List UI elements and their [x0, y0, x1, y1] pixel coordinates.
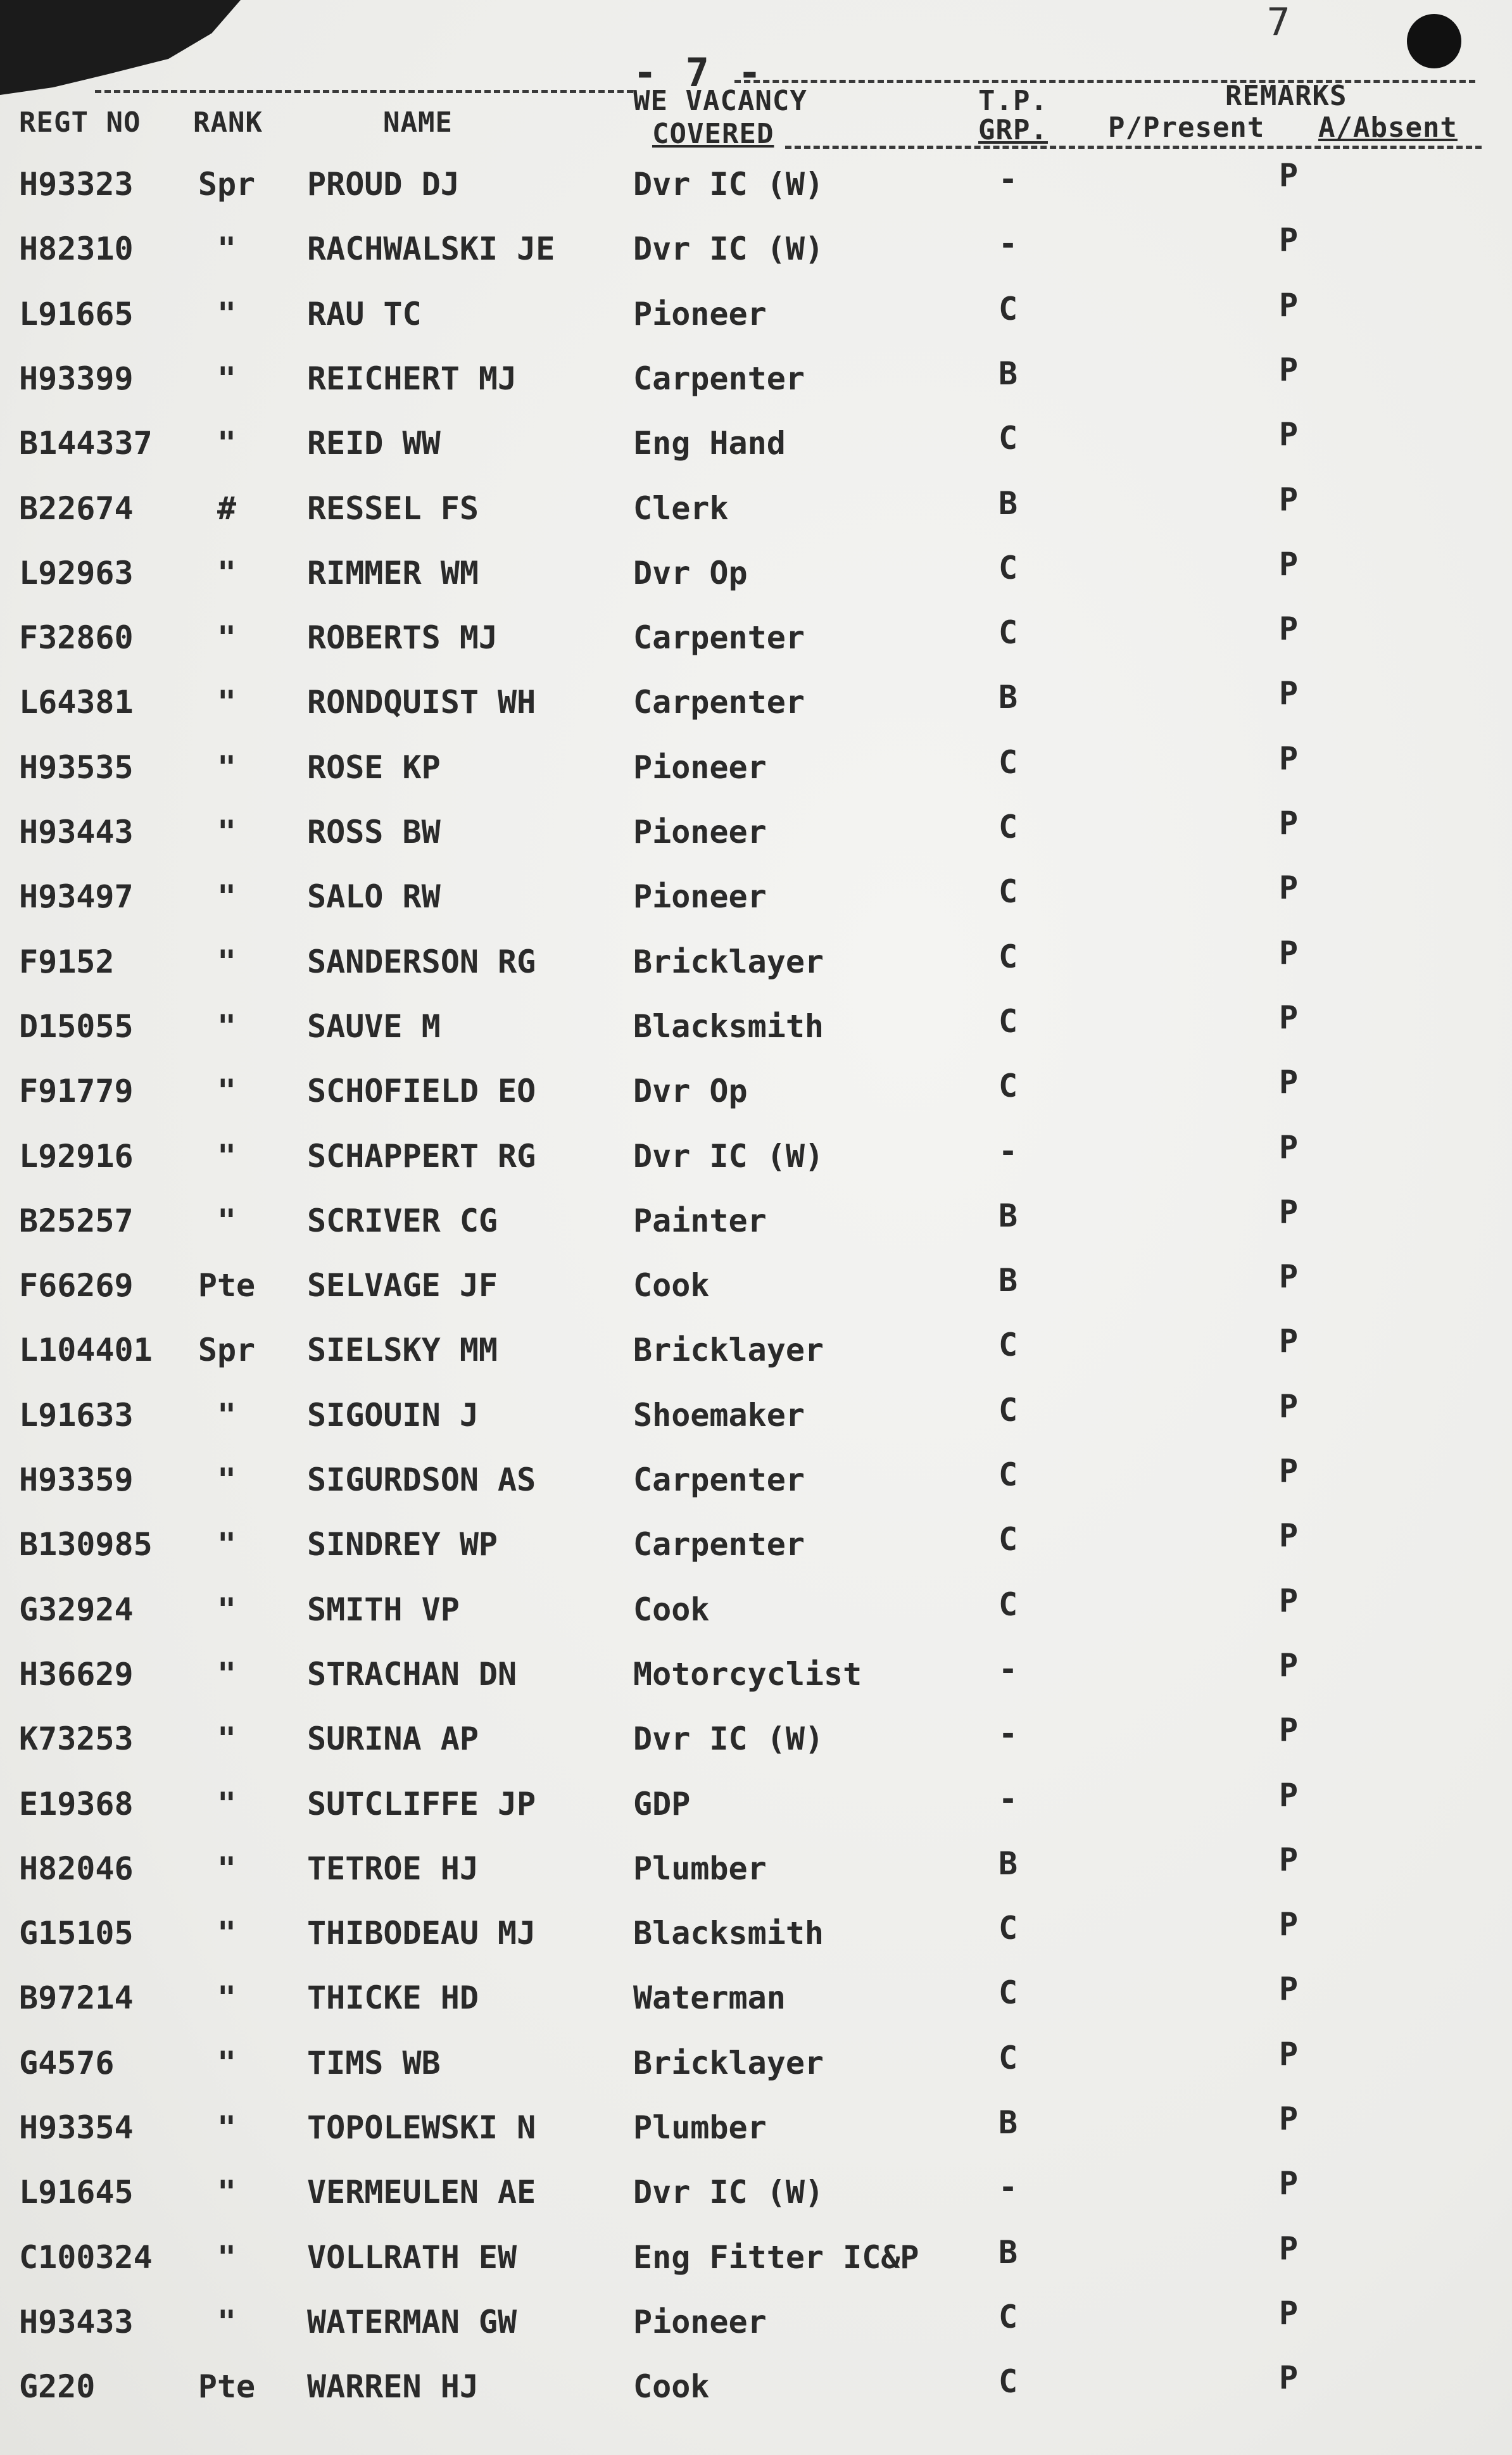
regt-no-cell: H36629	[19, 1656, 134, 1693]
remark-cell: P	[1278, 1647, 1299, 1684]
table-row	[0, 2100, 1512, 2170]
rank-cell: "	[217, 1073, 237, 1109]
name-cell: SIGOUIN J	[307, 1397, 479, 1434]
table-row	[0, 1582, 1512, 1652]
remark-cell: P	[1278, 2036, 1299, 2073]
name-cell: VERMEULEN AE	[307, 2174, 536, 2211]
vacancy-cell: Pioneer	[633, 749, 767, 786]
vacancy-cell: Dvr IC (W)	[633, 1720, 824, 1757]
table-row	[0, 1129, 1512, 1199]
regt-no-cell: L91665	[19, 296, 134, 332]
header-covered: COVERED	[652, 118, 774, 150]
vacancy-cell: Pioneer	[633, 2304, 767, 2340]
remark-cell: P	[1278, 740, 1299, 777]
vacancy-cell: Cook	[633, 2368, 710, 2405]
remark-cell: P	[1278, 805, 1299, 842]
vacancy-cell: Carpenter	[633, 1461, 805, 1498]
table-row	[0, 1453, 1512, 1522]
table-row	[0, 999, 1512, 1069]
tp-group-cell: C	[998, 1003, 1018, 1040]
tp-group-cell: C	[998, 1327, 1018, 1363]
tp-group-cell: -	[998, 1715, 1018, 1752]
tp-group-cell: C	[998, 2299, 1018, 2335]
name-cell: SURINA AP	[307, 1720, 479, 1757]
rank-cell: "	[217, 619, 237, 656]
tp-group-cell: C	[998, 291, 1018, 327]
name-cell: SAUVE M	[307, 1008, 441, 1045]
vacancy-cell: Plumber	[633, 1850, 767, 1887]
regt-no-cell: L64381	[19, 684, 134, 721]
remark-cell: P	[1278, 675, 1299, 712]
header-name: NAME	[383, 106, 453, 139]
tp-group-cell: C	[998, 2040, 1018, 2076]
remark-cell: P	[1278, 416, 1299, 453]
tp-group-cell: B	[998, 1845, 1018, 1882]
rank-cell: "	[217, 1591, 237, 1628]
table-row	[0, 740, 1512, 810]
tp-group-cell: C	[998, 1068, 1018, 1104]
table-row	[0, 351, 1512, 421]
header-rank: RANK	[193, 106, 263, 139]
regt-no-cell: B22674	[19, 490, 134, 527]
remark-cell: P	[1278, 1129, 1299, 1166]
regt-no-cell: F91779	[19, 1073, 134, 1109]
regt-no-cell: H93359	[19, 1461, 134, 1498]
table-row	[0, 1194, 1512, 1263]
vacancy-cell: Eng Fitter IC&P	[633, 2239, 919, 2276]
tp-group-cell: C	[998, 1521, 1018, 1558]
vacancy-cell: Motorcyclist	[633, 1656, 862, 1693]
rank-cell: "	[217, 1526, 237, 1563]
vacancy-cell: Carpenter	[633, 619, 805, 656]
name-cell: SALO RW	[307, 878, 441, 915]
vacancy-cell: Dvr Op	[633, 555, 748, 591]
remark-cell: P	[1278, 1258, 1299, 1295]
rank-cell: "	[217, 1786, 237, 1822]
name-cell: TOPOLEWSKI N	[307, 2109, 536, 2146]
tp-group-cell: C	[998, 1392, 1018, 1429]
name-cell: SCHOFIELD EO	[307, 1073, 536, 1109]
regt-no-cell: H93497	[19, 878, 134, 915]
regt-no-cell: B97214	[19, 1979, 134, 2016]
rank-cell: "	[217, 230, 237, 267]
name-cell: THICKE HD	[307, 1979, 479, 2016]
name-cell: SMITH VP	[307, 1591, 460, 1628]
tp-group-cell: C	[998, 744, 1018, 781]
name-cell: VOLLRATH EW	[307, 2239, 517, 2276]
table-row	[0, 287, 1512, 357]
regt-no-cell: H93323	[19, 166, 134, 203]
vacancy-cell: Dvr IC (W)	[633, 2174, 824, 2211]
remark-cell: P	[1278, 1064, 1299, 1101]
vacancy-cell: Waterman	[633, 1979, 786, 2016]
name-cell: WARREN HJ	[307, 2368, 479, 2405]
rank-cell: "	[217, 878, 237, 915]
rank-cell: Spr	[198, 166, 256, 203]
vacancy-cell: Pioneer	[633, 878, 767, 915]
regt-no-cell: G15105	[19, 1915, 134, 1952]
name-cell: SINDREY WP	[307, 1526, 498, 1563]
header-present: P/Present	[1108, 111, 1265, 144]
remark-cell: P	[1278, 1971, 1299, 2007]
regt-no-cell: B144337	[19, 425, 153, 462]
vacancy-cell: Dvr IC (W)	[633, 166, 824, 203]
header-regt-no: REGT NO	[19, 106, 141, 139]
name-cell: RIMMER WM	[307, 555, 479, 591]
remark-cell: P	[1278, 1517, 1299, 1554]
rank-cell: "	[217, 2304, 237, 2340]
table-row	[0, 481, 1512, 551]
table-row	[0, 935, 1512, 1004]
rank-cell: Spr	[198, 1332, 256, 1368]
tp-group-cell: B	[998, 2104, 1018, 2141]
tp-group-cell: B	[998, 1197, 1018, 1234]
tp-group-cell: C	[998, 809, 1018, 845]
rank-cell: "	[217, 555, 237, 591]
tp-group-cell: B	[998, 1262, 1018, 1299]
name-cell: ROBERTS MJ	[307, 619, 498, 656]
rank-cell: Pte	[198, 2368, 256, 2405]
name-cell: TIMS WB	[307, 2045, 441, 2081]
tp-group-cell: B	[998, 355, 1018, 392]
table-row	[0, 1777, 1512, 1846]
punch-hole	[1407, 14, 1461, 68]
table-row	[0, 1388, 1512, 1458]
vacancy-cell: Bricklayer	[633, 944, 824, 980]
tp-group-cell: -	[998, 2169, 1018, 2206]
regt-no-cell: L104401	[19, 1332, 153, 1368]
tp-group-cell: C	[998, 1586, 1018, 1623]
vacancy-cell: Dvr IC (W)	[633, 230, 824, 267]
tp-group-cell: C	[998, 550, 1018, 586]
vacancy-cell: Cook	[633, 1267, 710, 1304]
name-cell: SIGURDSON AS	[307, 1461, 536, 1498]
tp-group-cell: C	[998, 2363, 1018, 2400]
tp-group-cell: -	[998, 1133, 1018, 1170]
rank-cell: "	[217, 944, 237, 980]
regt-no-cell: E19368	[19, 1786, 134, 1822]
table-row	[0, 2036, 1512, 2105]
table-row	[0, 1258, 1512, 1328]
remark-cell: P	[1278, 1582, 1299, 1619]
remark-cell: P	[1278, 1712, 1299, 1748]
name-cell: TETROE HJ	[307, 1850, 479, 1887]
tp-group-cell: C	[998, 1910, 1018, 1947]
tp-group-cell: B	[998, 679, 1018, 716]
remark-cell: P	[1278, 1777, 1299, 1814]
remark-cell: P	[1278, 287, 1299, 324]
rank-cell: "	[217, 425, 237, 462]
header-remarks: REMARKS	[1225, 80, 1347, 112]
rank-cell: "	[217, 1656, 237, 1693]
tp-group-cell: B	[998, 485, 1018, 522]
regt-no-cell: B25257	[19, 1202, 134, 1239]
name-cell: RONDQUIST WH	[307, 684, 536, 721]
table-row	[0, 1971, 1512, 2040]
table-row	[0, 1323, 1512, 1392]
name-cell: REICHERT MJ	[307, 360, 517, 397]
remark-cell: P	[1278, 610, 1299, 647]
remark-cell: P	[1278, 2230, 1299, 2267]
vacancy-cell: Bricklayer	[633, 2045, 824, 2081]
remark-cell: P	[1278, 999, 1299, 1036]
remark-cell: P	[1278, 2359, 1299, 2396]
tp-group-cell: C	[998, 420, 1018, 457]
table-row	[0, 1712, 1512, 1781]
name-cell: SCHAPPERT RG	[307, 1138, 536, 1175]
name-cell: REID WW	[307, 425, 441, 462]
regt-no-cell: L91633	[19, 1397, 134, 1434]
regt-no-cell: H93443	[19, 814, 134, 850]
tp-group-cell: C	[998, 1974, 1018, 2011]
header-rule-bottom	[785, 146, 1482, 149]
vacancy-cell: Blacksmith	[633, 1915, 824, 1952]
table-row	[0, 157, 1512, 227]
rank-cell: "	[217, 749, 237, 786]
header-tp: T.P.	[978, 85, 1048, 117]
rank-cell: Pte	[198, 1267, 256, 1304]
rank-cell: "	[217, 1915, 237, 1952]
torn-corner	[0, 0, 241, 95]
rank-cell: "	[217, 1850, 237, 1887]
tp-group-cell: -	[998, 161, 1018, 198]
remark-cell: P	[1278, 1453, 1299, 1489]
rank-cell: "	[217, 1461, 237, 1498]
regt-no-cell: L91645	[19, 2174, 134, 2211]
regt-no-cell: K73253	[19, 1720, 134, 1757]
regt-no-cell: D15055	[19, 1008, 134, 1045]
regt-no-cell: G4576	[19, 2045, 115, 2081]
table-row	[0, 1841, 1512, 1911]
table-row	[0, 2359, 1512, 2429]
name-cell: STRACHAN DN	[307, 1656, 517, 1693]
remark-cell: P	[1278, 1388, 1299, 1425]
remark-cell: P	[1278, 222, 1299, 258]
regt-no-cell: H93399	[19, 360, 134, 397]
rank-cell: "	[217, 296, 237, 332]
regt-no-cell: G220	[19, 2368, 96, 2405]
tp-group-cell: C	[998, 873, 1018, 910]
table-row	[0, 610, 1512, 680]
vacancy-cell: Plumber	[633, 2109, 767, 2146]
rank-cell: "	[217, 1202, 237, 1239]
vacancy-cell: Blacksmith	[633, 1008, 824, 1045]
table-row	[0, 1647, 1512, 1717]
tp-group-cell: -	[998, 225, 1018, 262]
name-cell: RESSEL FS	[307, 490, 479, 527]
table-row	[0, 805, 1512, 874]
vacancy-cell: Painter	[633, 1202, 767, 1239]
name-cell: ROSS BW	[307, 814, 441, 850]
remark-cell: P	[1278, 546, 1299, 583]
rank-cell: "	[217, 1720, 237, 1757]
remark-cell: P	[1278, 2165, 1299, 2202]
name-cell: RAU TC	[307, 296, 422, 332]
table-row	[0, 546, 1512, 615]
vacancy-cell: Pioneer	[633, 814, 767, 850]
table-row	[0, 1064, 1512, 1133]
vacancy-cell: Dvr Op	[633, 1073, 748, 1109]
regt-no-cell: B130985	[19, 1526, 153, 1563]
regt-no-cell: F66269	[19, 1267, 134, 1304]
vacancy-cell: Clerk	[633, 490, 729, 527]
remark-cell: P	[1278, 1194, 1299, 1230]
page-number: - 7 -	[633, 49, 764, 96]
name-cell: SCRIVER CG	[307, 1202, 498, 1239]
rank-cell: "	[217, 2174, 237, 2211]
rank-cell: "	[217, 1138, 237, 1175]
table-row	[0, 869, 1512, 939]
name-cell: SIELSKY MM	[307, 1332, 498, 1368]
table-row	[0, 222, 1512, 291]
rank-cell: "	[217, 2109, 237, 2146]
table-row	[0, 1906, 1512, 1976]
remark-cell: P	[1278, 481, 1299, 518]
remark-cell: P	[1278, 351, 1299, 388]
name-cell: PROUD DJ	[307, 166, 460, 203]
tp-group-cell: C	[998, 938, 1018, 975]
table-row	[0, 2295, 1512, 2364]
tp-group-cell: C	[998, 614, 1018, 651]
regt-no-cell: H82310	[19, 230, 134, 267]
vacancy-cell: Carpenter	[633, 360, 805, 397]
table-row	[0, 2230, 1512, 2300]
table-row	[0, 675, 1512, 745]
name-cell: SANDERSON RG	[307, 944, 536, 980]
remark-cell: P	[1278, 935, 1299, 971]
remark-cell: P	[1278, 869, 1299, 906]
vacancy-cell: Dvr IC (W)	[633, 1138, 824, 1175]
corner-page-mark: 7	[1266, 0, 1291, 44]
vacancy-cell: Pioneer	[633, 296, 767, 332]
vacancy-cell: GDP	[633, 1786, 691, 1822]
vacancy-cell: Eng Hand	[633, 425, 786, 462]
regt-no-cell: C100324	[19, 2239, 153, 2276]
rank-cell: "	[217, 360, 237, 397]
header-grp: GRP.	[978, 114, 1048, 146]
remark-cell: P	[1278, 1841, 1299, 1878]
regt-no-cell: H82046	[19, 1850, 134, 1887]
header-vacancy: WE VACANCY	[633, 85, 807, 117]
vacancy-cell: Carpenter	[633, 684, 805, 721]
regt-no-cell: H93354	[19, 2109, 134, 2146]
tp-group-cell: B	[998, 2234, 1018, 2271]
remark-cell: P	[1278, 2295, 1299, 2332]
table-row	[0, 2165, 1512, 2235]
vacancy-cell: Cook	[633, 1591, 710, 1628]
regt-no-cell: F9152	[19, 944, 115, 980]
rank-cell: "	[217, 1397, 237, 1434]
remark-cell: P	[1278, 1906, 1299, 1943]
remark-cell: P	[1278, 157, 1299, 194]
rank-cell: "	[217, 684, 237, 721]
rank-cell: "	[217, 2045, 237, 2081]
name-cell: SELVAGE JF	[307, 1267, 498, 1304]
regt-no-cell: L92963	[19, 555, 134, 591]
remark-cell: P	[1278, 2100, 1299, 2137]
regt-no-cell: G32924	[19, 1591, 134, 1628]
name-cell: RACHWALSKI JE	[307, 230, 555, 267]
regt-no-cell: F32860	[19, 619, 134, 656]
rank-cell: #	[217, 490, 237, 527]
vacancy-cell: Shoemaker	[633, 1397, 805, 1434]
rank-cell: "	[217, 1979, 237, 2016]
name-cell: ROSE KP	[307, 749, 441, 786]
table-row	[0, 1517, 1512, 1587]
rank-cell: "	[217, 814, 237, 850]
name-cell: THIBODEAU MJ	[307, 1915, 536, 1952]
name-cell: WATERMAN GW	[307, 2304, 517, 2340]
header-absent: A/Absent	[1318, 111, 1458, 144]
vacancy-cell: Carpenter	[633, 1526, 805, 1563]
regt-no-cell: H93535	[19, 749, 134, 786]
table-row	[0, 416, 1512, 486]
header-rule-top-left	[95, 90, 633, 93]
header-rule-top-right	[734, 80, 1475, 83]
regt-no-cell: H93433	[19, 2304, 134, 2340]
tp-group-cell: -	[998, 1651, 1018, 1688]
tp-group-cell: C	[998, 1456, 1018, 1493]
vacancy-cell: Bricklayer	[633, 1332, 824, 1368]
regt-no-cell: L92916	[19, 1138, 134, 1175]
name-cell: SUTCLIFFE JP	[307, 1786, 536, 1822]
rank-cell: "	[217, 1008, 237, 1045]
remark-cell: P	[1278, 1323, 1299, 1360]
tp-group-cell: -	[998, 1781, 1018, 1817]
rank-cell: "	[217, 2239, 237, 2276]
